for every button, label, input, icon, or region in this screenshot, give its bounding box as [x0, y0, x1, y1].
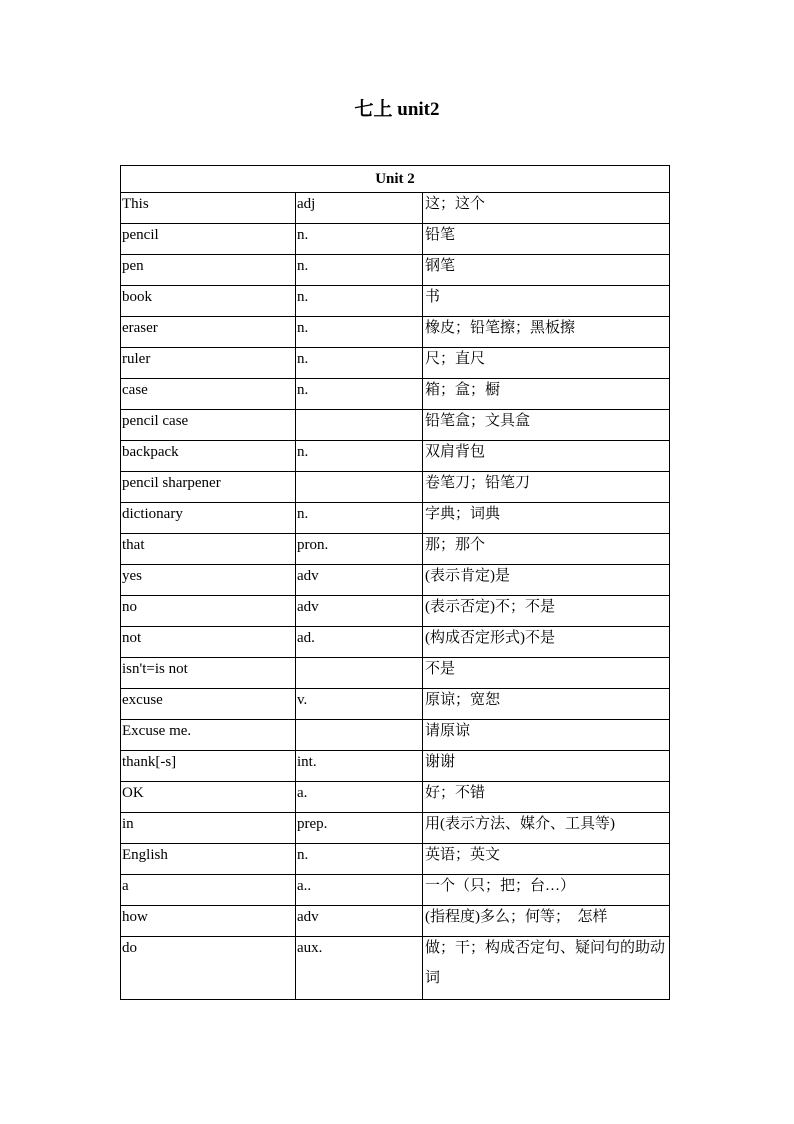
part-of-speech-cell-text: n. [297, 320, 309, 336]
word-cell [121, 627, 296, 658]
word-cell [121, 224, 296, 255]
table-row [121, 317, 670, 348]
meaning-cell [423, 317, 670, 348]
part-of-speech-cell [296, 813, 423, 844]
part-of-speech-cell [296, 534, 423, 565]
part-of-speech-cell [296, 193, 423, 224]
part-of-speech-cell [296, 255, 423, 286]
word-cell [121, 286, 296, 317]
meaning-cell-text: 书 [425, 289, 441, 305]
part-of-speech-cell [296, 472, 423, 503]
part-of-speech-cell [296, 720, 423, 751]
meaning-cell [423, 658, 670, 689]
meaning-cell [423, 503, 670, 534]
word-cell-text: isn't=is not [122, 661, 188, 677]
part-of-speech-cell-text: a.. [297, 878, 312, 894]
table-row [121, 596, 670, 627]
part-of-speech-cell-text: adv [297, 599, 319, 615]
part-of-speech-cell-text: n. [297, 382, 309, 398]
meaning-cell [423, 255, 670, 286]
word-cell [121, 813, 296, 844]
meaning-cell-text: 钢笔 [425, 258, 456, 274]
word-cell [121, 379, 296, 410]
meaning-cell [423, 782, 670, 813]
table-row [121, 844, 670, 875]
meaning-cell-text: 原谅；宽恕 [425, 692, 501, 708]
part-of-speech-cell [296, 565, 423, 596]
table-header: Unit 2 [121, 166, 670, 193]
meaning-cell [423, 286, 670, 317]
meaning-cell-text: 尺；直尺 [425, 351, 486, 367]
word-cell [121, 193, 296, 224]
table-row [121, 503, 670, 534]
part-of-speech-cell-text: n. [297, 847, 309, 863]
part-of-speech-cell [296, 379, 423, 410]
part-of-speech-cell [296, 751, 423, 782]
word-cell [121, 875, 296, 906]
meaning-cell-text: 这；这个 [425, 196, 486, 212]
part-of-speech-cell [296, 782, 423, 813]
word-cell-text: yes [122, 568, 142, 584]
part-of-speech-cell-text: n. [297, 351, 309, 367]
part-of-speech-cell-text: a. [297, 785, 308, 801]
meaning-cell [423, 224, 670, 255]
part-of-speech-cell [296, 627, 423, 658]
part-of-speech-cell-text: adv [297, 568, 319, 584]
table-row [121, 224, 670, 255]
part-of-speech-cell-text: prep. [297, 816, 328, 832]
part-of-speech-cell [296, 844, 423, 875]
part-of-speech-cell [296, 441, 423, 472]
word-cell [121, 937, 296, 1000]
word-cell [121, 565, 296, 596]
part-of-speech-cell [296, 937, 423, 1000]
word-cell-text: OK [122, 785, 144, 801]
word-cell-text: This [122, 196, 149, 212]
part-of-speech-cell [296, 224, 423, 255]
meaning-cell-text: 双肩背包 [425, 444, 486, 460]
table-row [121, 875, 670, 906]
word-cell [121, 844, 296, 875]
meaning-cell [423, 534, 670, 565]
part-of-speech-cell-text: v. [297, 692, 308, 708]
word-cell [121, 658, 296, 689]
table-row [121, 286, 670, 317]
meaning-cell-text: 英语；英文 [425, 847, 501, 863]
word-cell [121, 441, 296, 472]
word-cell-text: thank[-s] [122, 754, 177, 770]
word-cell-text: that [122, 537, 145, 553]
meaning-cell-text: 一个（只；把；台…） [425, 878, 576, 894]
meaning-cell-text: 请原谅 [425, 723, 471, 739]
table-row [121, 937, 670, 1000]
part-of-speech-cell-text: n. [297, 227, 309, 243]
part-of-speech-cell [296, 410, 423, 441]
word-cell-text: in [122, 816, 134, 832]
table-row [121, 348, 670, 379]
meaning-cell-text: 好；不错 [425, 785, 486, 801]
meaning-cell [423, 689, 670, 720]
meaning-cell [423, 193, 670, 224]
part-of-speech-cell [296, 689, 423, 720]
table-row [121, 410, 670, 441]
meaning-cell [423, 844, 670, 875]
table-row [121, 255, 670, 286]
part-of-speech-cell-text: adv [297, 909, 319, 925]
word-cell-text: pen [122, 258, 144, 274]
table-row [121, 720, 670, 751]
word-cell-text: not [122, 630, 142, 646]
word-cell [121, 534, 296, 565]
word-cell [121, 689, 296, 720]
meaning-cell-text: 谢谢 [425, 754, 456, 770]
meaning-cell-text: (构成否定形式)不是 [425, 630, 555, 646]
meaning-cell [423, 906, 670, 937]
part-of-speech-cell [296, 286, 423, 317]
word-cell [121, 348, 296, 379]
table-row [121, 565, 670, 596]
meaning-cell-text: 箱；盒；橱 [425, 382, 501, 398]
table-row [121, 441, 670, 472]
word-cell [121, 906, 296, 937]
table-row [121, 472, 670, 503]
part-of-speech-cell [296, 875, 423, 906]
meaning-cell [423, 410, 670, 441]
meaning-cell [423, 379, 670, 410]
table-body [121, 193, 670, 1000]
part-of-speech-cell [296, 658, 423, 689]
meaning-cell [423, 596, 670, 627]
word-cell [121, 317, 296, 348]
word-cell-text: case [122, 382, 148, 398]
part-of-speech-cell-text: n. [297, 444, 309, 460]
part-of-speech-cell [296, 596, 423, 627]
word-cell-text: English [122, 847, 168, 863]
word-cell-text: Excuse me. [122, 723, 192, 739]
meaning-cell [423, 875, 670, 906]
table-row [121, 627, 670, 658]
meaning-cell-text: (指程度)多么；何等； 怎样 [425, 909, 608, 925]
part-of-speech-cell [296, 503, 423, 534]
word-cell-text: do [122, 940, 137, 956]
meaning-cell-text: 铅笔盒；文具盒 [425, 413, 531, 429]
part-of-speech-cell [296, 906, 423, 937]
part-of-speech-cell-text: aux. [297, 940, 323, 956]
table-row [121, 193, 670, 224]
meaning-cell [423, 472, 670, 503]
part-of-speech-cell-text: n. [297, 289, 309, 305]
part-of-speech-cell [296, 317, 423, 348]
word-cell-text: no [122, 599, 137, 615]
meaning-cell-text: 字典；词典 [425, 506, 501, 522]
part-of-speech-cell-text: adj [297, 196, 316, 212]
word-cell [121, 503, 296, 534]
meaning-cell [423, 937, 670, 1000]
part-of-speech-cell [296, 348, 423, 379]
meaning-cell-text: 铅笔 [425, 227, 456, 243]
meaning-cell [423, 751, 670, 782]
word-cell-text: book [122, 289, 152, 305]
word-cell-text: how [122, 909, 148, 925]
page-title: 七上 unit2 [354, 99, 440, 120]
word-cell [121, 720, 296, 751]
meaning-cell-text: 做；干；构成否定句、疑问句的助动词 [425, 940, 666, 986]
meaning-cell [423, 348, 670, 379]
table-row [121, 689, 670, 720]
word-cell [121, 782, 296, 813]
table-row [121, 534, 670, 565]
meaning-cell-text: 橡皮；铅笔擦；黑板擦 [425, 320, 576, 336]
part-of-speech-cell-text: ad. [297, 630, 315, 646]
word-cell-text: a [122, 878, 129, 894]
word-cell-text: pencil sharpener [122, 475, 221, 491]
part-of-speech-cell-text: n. [297, 506, 309, 522]
word-cell [121, 596, 296, 627]
word-cell-text: ruler [122, 351, 151, 367]
word-cell [121, 410, 296, 441]
meaning-cell-text: 那；那个 [425, 537, 486, 553]
meaning-cell-text: 用(表示方法、媒介、工具等) [425, 816, 615, 832]
meaning-cell-text: 不是 [425, 661, 456, 677]
word-cell [121, 472, 296, 503]
meaning-cell-text: 卷笔刀；铅笔刀 [425, 475, 531, 491]
meaning-cell [423, 720, 670, 751]
word-cell-text: excuse [122, 692, 163, 708]
meaning-cell [423, 441, 670, 472]
word-cell-text: backpack [122, 444, 179, 460]
word-cell-text: pencil [122, 227, 159, 243]
word-cell-text: dictionary [122, 506, 183, 522]
table-row [121, 813, 670, 844]
word-cell [121, 751, 296, 782]
meaning-cell [423, 813, 670, 844]
meaning-cell [423, 565, 670, 596]
meaning-cell-text: (表示肯定)是 [425, 568, 510, 584]
table-row [121, 906, 670, 937]
table-row [121, 379, 670, 410]
part-of-speech-cell-text: pron. [297, 537, 329, 553]
word-cell [121, 255, 296, 286]
vocabulary-table [120, 165, 670, 1000]
word-cell-text: eraser [122, 320, 158, 336]
word-cell-text: pencil case [122, 413, 189, 429]
table-row [121, 782, 670, 813]
meaning-cell [423, 627, 670, 658]
table-row [121, 751, 670, 782]
meaning-cell-text: (表示否定)不；不是 [425, 599, 555, 615]
part-of-speech-cell-text: int. [297, 754, 317, 770]
part-of-speech-cell-text: n. [297, 258, 309, 274]
table-row [121, 658, 670, 689]
